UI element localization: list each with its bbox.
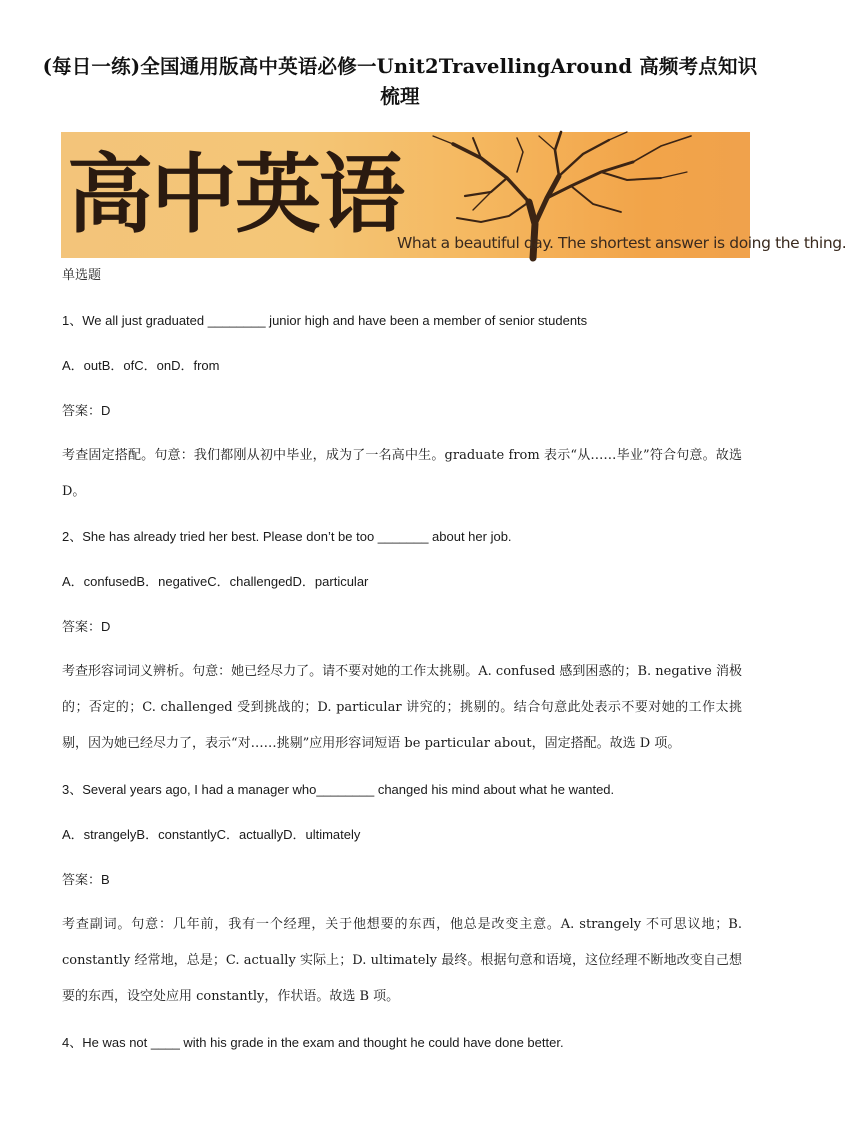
question-1-options: A．outB．ofC．onD．from [62,358,220,373]
question-1-explanation: 考查固定搭配。句意：我们都刚从初中毕业，成为了一名高中生。graduate from 表示“从……毕业”符合句意。故选 D。 [62,448,742,499]
document-title: (每日一练)全国通用版高中英语必修一Unit2TravellingAround 高频考点知识梳理 [42,55,758,108]
question-1-answer: 答案：D [62,403,111,418]
question-2-explanation: 考查形容词词义辨析。句意：她已经尽力了。请不要对她的工作太挑剔。A. confused 感到困惑的；B. negative 消极的；否定的；C. challenged 受到挑战的；D. particular 讲究的；挑剔的。结合句意此处表示不要对她的工作太挑剔，因为她已经尽力了，表示“对……挑剔”应用形容词短语 be particular about，固定搭配。故选 D 项。 [62,664,742,751]
banner-title-chars: 高中英语 [67,144,403,245]
question-2-answer: 答案：D [62,619,111,634]
banner-image [61,132,846,258]
question-4-stem: 4、He was not ____ with his grade in the exam and thought he could have done better. [62,1035,564,1050]
question-3-stem: 3、Several years ago, I had a manager who________ changed his mind about what he wanted. [62,782,615,797]
question-3-answer: 答案：B [62,872,110,887]
question-1-stem: 1、We all just graduated ________ junior high and have been a member of senior students [62,313,588,328]
question-3-options: A．strangelyB．constantlyC．actuallyD．ultimately [62,827,361,842]
banner-slogan: What a beautiful day. The shortest answer is doing the thing. [397,234,846,252]
question-3-explanation: 考查副词。句意：几年前，我有一个经理，关于他想要的东西，他总是改变主意。A. strangely 不可思议地；B. constantly 经常地，总是；C. actually 实际上；D. ultimately 最终。根据句意和语境，这位经理不断地改变自己想要的东西，设空处应用 constantly，作状语。故选 B 项。 [62,917,742,1004]
section-label: 单选题 [62,268,102,283]
question-2-stem: 2、She has already tried her best. Please don’t be too _______ about her job. [62,529,512,544]
question-2-options: A．confusedB．negativeC．challengedD．particular [62,574,369,589]
